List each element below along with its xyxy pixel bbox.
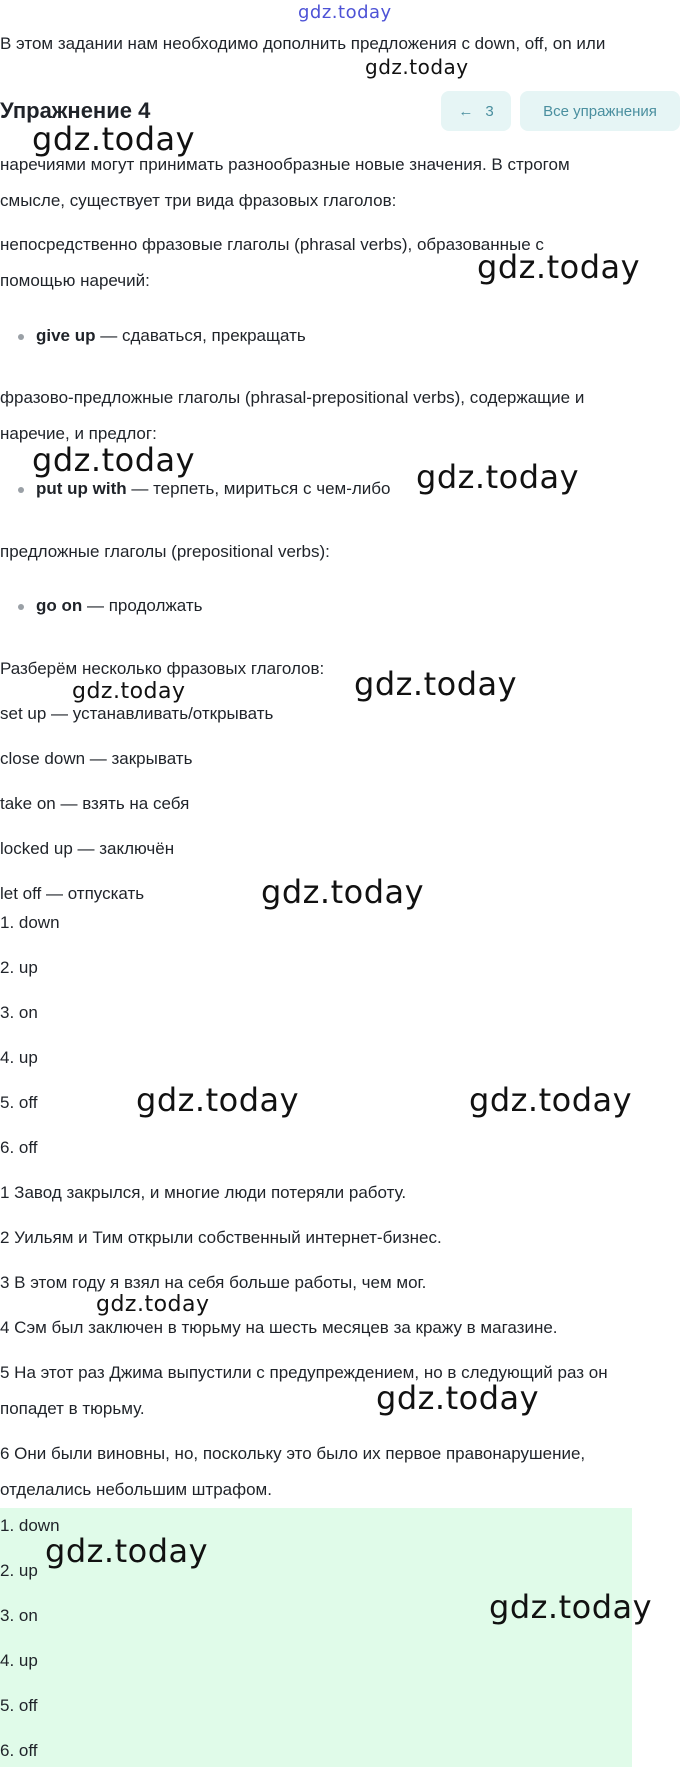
prev-exercise-label: 3 xyxy=(485,102,494,120)
translation-line: 3 В этом году я взял на себя больше работы, чем мог. xyxy=(0,1273,427,1292)
answer-item: 4. up xyxy=(0,1651,38,1670)
answer-item: 2. up xyxy=(0,958,38,977)
paragraph: предложные глаголы (prepositional verbs): xyxy=(0,542,330,561)
paragraph: помощью наречий: xyxy=(0,271,150,290)
watermark: gdz.today xyxy=(32,120,196,158)
example-prepositional: go on — продолжать xyxy=(36,596,203,615)
bullet-dot xyxy=(18,334,24,340)
example-phrasal-prepositional: put up with — терпеть, мириться с чем-либо xyxy=(36,479,391,498)
watermark: gdz.today xyxy=(469,1081,633,1119)
paragraph: наречие, и предлог: xyxy=(0,424,157,443)
answer-item: 3. on xyxy=(0,1003,38,1022)
phrasal-verb-item: take on — взять на себя xyxy=(0,794,190,813)
bullet-dot xyxy=(18,604,24,610)
watermark: gdz.today xyxy=(477,248,641,286)
watermark: gdz.today xyxy=(489,1588,653,1626)
watermark: gdz.today xyxy=(365,55,469,79)
watermark: gdz.today xyxy=(45,1532,209,1570)
answer-item: 1. down xyxy=(0,1516,60,1535)
watermark: gdz.today xyxy=(32,441,196,479)
all-exercises-button[interactable] xyxy=(520,91,680,131)
answer-item: 6. off xyxy=(0,1138,38,1157)
watermark: gdz.today xyxy=(136,1081,300,1119)
answer-item: 2. up xyxy=(0,1561,38,1580)
watermark: gdz.today xyxy=(298,2,392,23)
watermark: gdz.today xyxy=(72,679,186,704)
answer-item: 5. off xyxy=(0,1093,38,1112)
translation-line: попадет в тюрьму. xyxy=(0,1399,145,1418)
answer-item: 5. off xyxy=(0,1696,38,1715)
translation-line: отделались небольшим штрафом. xyxy=(0,1480,272,1499)
watermark: gdz.today xyxy=(376,1379,540,1417)
phrasal-verb-item: close down — закрывать xyxy=(0,749,193,768)
translation-line: 6 Они были виновны, но, поскольку это было их первое правонарушение, xyxy=(0,1444,586,1463)
page-title: Упражнение 4 xyxy=(0,98,151,123)
paragraph: смысле, существует три вида фразовых глаголов: xyxy=(0,191,397,210)
watermark: gdz.today xyxy=(354,665,518,703)
answer-item: 1. down xyxy=(0,913,60,932)
phrasal-verb-item: locked up — заключён xyxy=(0,839,175,858)
translation-line: 4 Сэм был заключен в тюрьму на шесть месяцев за кражу в магазине. xyxy=(0,1318,558,1337)
translation-line: 1 Завод закрылся, и многие люди потеряли работу. xyxy=(0,1183,407,1202)
arrow-left-icon: ← xyxy=(458,102,474,120)
answer-item: 4. up xyxy=(0,1048,38,1067)
paragraph: фразово-предложные глаголы (phrasal-prepositional verbs), содержащие и xyxy=(0,388,585,407)
all-exercises-label: Все упражнения xyxy=(543,102,657,120)
example-phrasal: give up — сдаваться, прекращать xyxy=(36,326,306,345)
translation-line: 5 На этот раз Джима выпустили с предупреждением, но в следующий раз он xyxy=(0,1363,608,1382)
watermark: gdz.today xyxy=(96,1292,210,1317)
watermark: gdz.today xyxy=(416,458,580,496)
phrasal-verb-item: set up — устанавливать/открывать xyxy=(0,704,274,723)
paragraph: наречиями могут принимать разнообразные новые значения. В строгом xyxy=(0,155,570,174)
prev-exercise-button[interactable] xyxy=(441,91,511,131)
phrasal-verb-item: let off — отпускать xyxy=(0,884,145,903)
bullet-dot xyxy=(18,487,24,493)
answer-item: 6. off xyxy=(0,1741,38,1760)
analysis-title: Разберём несколько фразовых глаголов: xyxy=(0,659,325,678)
intro-text: В этом задании нам необходимо дополнить предложения с down, off, on или xyxy=(0,34,606,53)
answer-item: 3. on xyxy=(0,1606,38,1625)
watermark: gdz.today xyxy=(261,873,425,911)
paragraph: непосредственно фразовые глаголы (phrasal verbs), образованные с xyxy=(0,235,544,254)
translation-line: 2 Уильям и Тим открыли собственный интернет-бизнес. xyxy=(0,1228,442,1247)
